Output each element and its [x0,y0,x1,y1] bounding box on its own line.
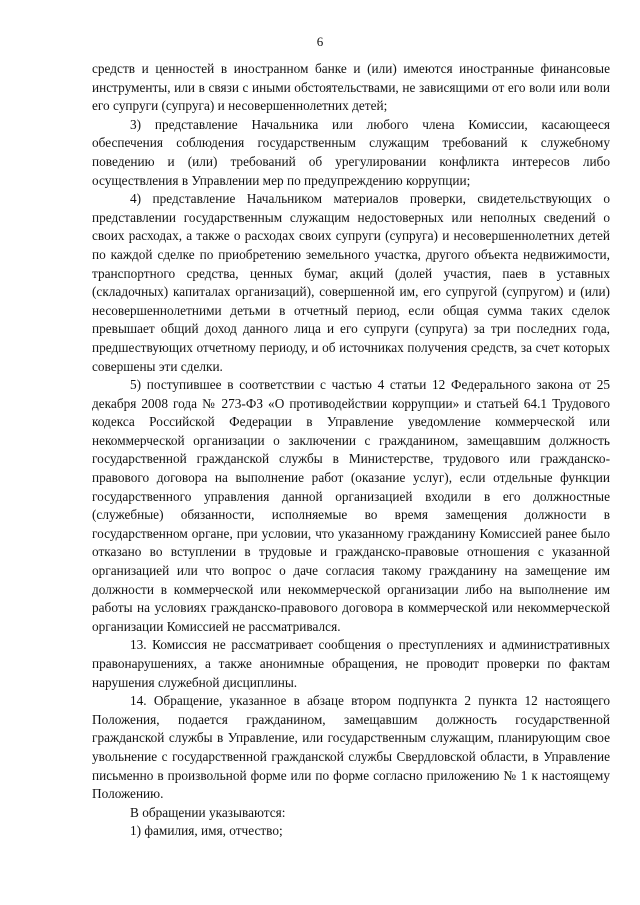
paragraph-14: 14. Обращение, указанное в абзаце втором подпункта 2 пункта 12 настоящего Положения, подается гражданином, замещавшим должность государственной гражданской службы в Управление, или государственным служащим, планирующим свое увольнение с государственной гражданской службы Свердловской области, в Управление письменно в произвольной форме или по форме согласно приложению № 1 к настоящему Положению. [92,693,610,802]
page-number: 6 [316,34,324,49]
paragraph-item-5: 5) поступившее в соответствии с частью 4 статьи 12 Федерального закона от 25 декабря 2008 года № 273-ФЗ «О противодействии коррупции» и статьей 64.1 Трудового кодекса Российской Федерации в Управление уведомление коммерческой или некоммерческой организации о заключении с гражданином, замещавшим должность государственной гражданской службы в Министерстве, трудового или гражданско-правового договора на выполнение работ (оказание услуг), если отдельные функции государственного управления данной организацией входили в его должностные (служебные) обязанности, исполняемые во время замещения должности в государственном органе, при условии, что указанному гражданину Комиссией ранее было отказано во вступлении в трудовые и гражданско-правовые отношения с указанной организацией или что вопрос о даче согласия такому гражданину на замещение им должности в коммерческой или некоммерческой организации либо на выполнение им работы на условиях гражданско-правового договора в коммерческой или некоммерческой организации Комиссией не рассматривался. [92,377,610,634]
paragraph-requirement-1: 1) фамилия, имя, отчество; [130,823,283,839]
paragraph-requirements-intro: В обращении указываются: [130,804,286,820]
document-body [92,60,610,841]
paragraph-item-3: 3) представление Начальника или любого члена Комиссии, касающееся обеспечения соблюдения государственным служащим требований к служебному поведению и (или) требований об урегулировании конфликта интересов либо осуществления в Управлении мер по предупреждению коррупции; [92,116,610,188]
paragraph-13: 13. Комиссия не рассматривает сообщения о преступлениях и административных правонарушениях, а также анонимные обращения, не проводит проверки по фактам нарушения служебной дисциплины. [92,637,610,690]
paragraph-continuation: средств и ценностей в иностранном банке и (или) имеются иностранные финансовые инструменты, или в связи с иными обстоятельствами, не зависящими от его воли или воли его супруги (супруга) и несовершеннолетних детей; [92,61,610,114]
paragraph-item-4: 4) представление Начальником материалов проверки, свидетельствующих о представлении государственным служащим недостоверных или неполных сведений о своих расходах, а также о расходах своих супруги (супруга) и несовершеннолетних детей по каждой сделке по приобретению земельного участка, другого объекта недвижимости, транспортного средства, ценных бумаг, акций (долей участия, паев в уставных (складочных) капиталах организаций), совершенной им, его супругой (супругом) и (или) несовершеннолетними детьми в отчетный период, если общая сумма таких сделок превышает общий доход данного лица и его супруги (супруга) за три последних года, предшествующих отчетному периоду, и об источниках получения средств, за счет которых совершены эти сделки. [92,191,610,374]
